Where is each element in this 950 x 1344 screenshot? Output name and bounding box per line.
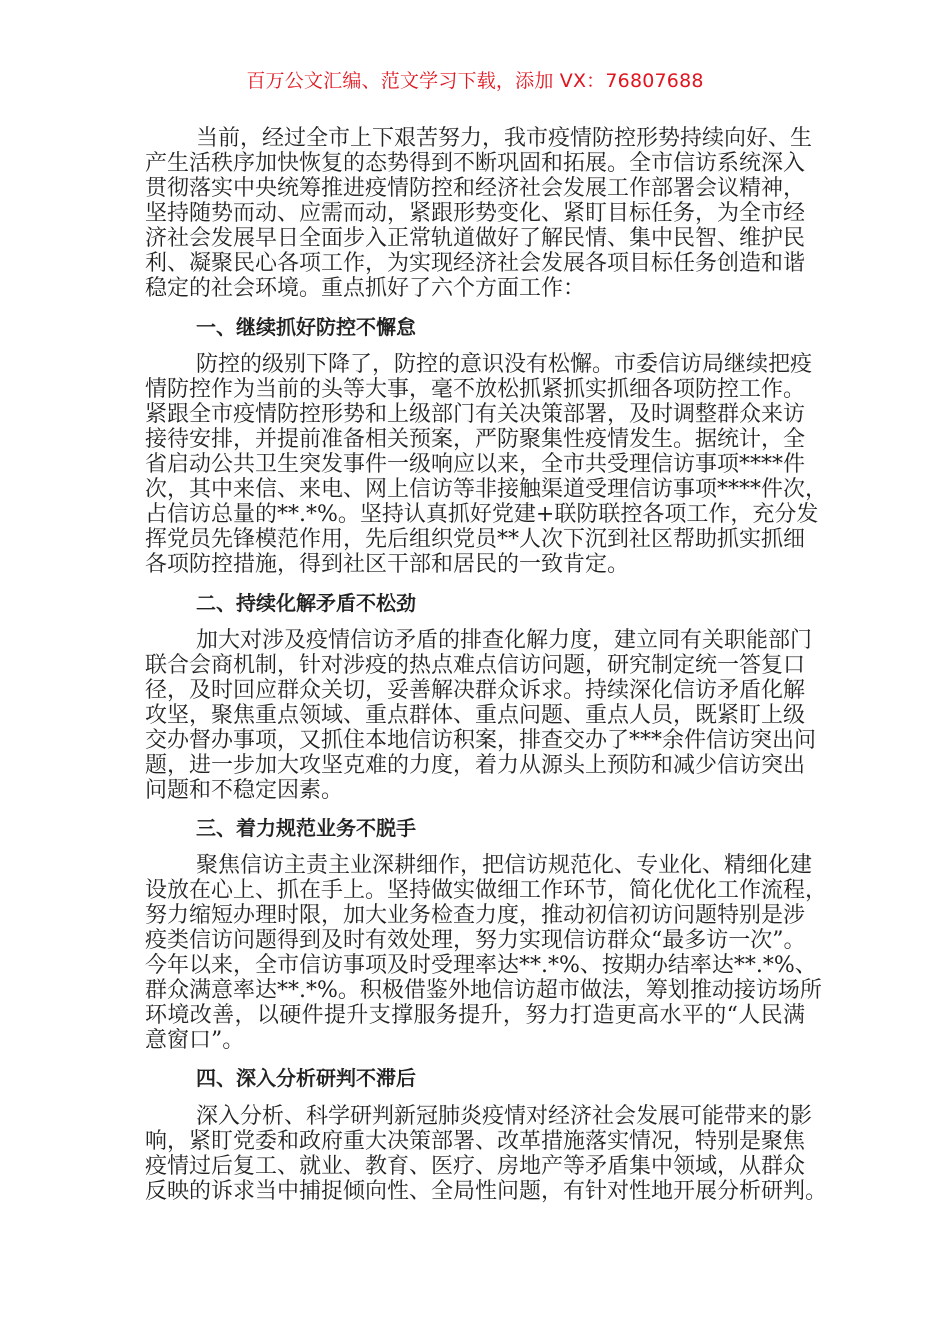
paragraph-line: 占信访总量的**.*%。坚持认真抓好党建+联防联控各项工作，充分发 (145, 502, 819, 527)
paragraph-line: 努力缩短办理时限，加大业务检查力度，推动初信初访问题特别是涉 (145, 903, 806, 928)
paragraph-line: 联合会商机制，针对涉疫的热点难点信访问题，研究制定统一答复口 (145, 653, 806, 678)
paragraph-line: 防控的级别下降了，防控的意识没有松懈。市委信访局继续把疫 (196, 352, 813, 377)
paragraph-line: 产生活秩序加快恢复的态势得到不断巩固和拓展。全市信访系统深入 (145, 151, 806, 176)
paragraph (145, 1104, 828, 1204)
paragraph-line: 反映的诉求当中捕捉倾向性、全局性问题，有针对性地开展分析研判。 (145, 1179, 828, 1204)
paragraph-line: 各项防控措施，得到社区干部和居民的一致肯定。 (145, 552, 630, 577)
paragraph-line: 紧跟全市疫情防控形势和上级部门有关决策部署，及时调整群众来访 (145, 402, 806, 427)
paragraph-line: 济社会发展早日全面步入正常轨道做好了解民情、集中民智、维护民 (145, 226, 806, 251)
paragraph-line: 设放在心上、抓在手上。坚持做实做细工作环节，简化优化工作流程， (145, 878, 828, 903)
paragraph-line: 贯彻落实中央统筹推进疫情防控和经济社会发展工作部署会议精神， (145, 176, 806, 201)
paragraph-line: 利、凝聚民心各项工作，为实现经济社会发展各项目标任务创造和谐 (145, 251, 806, 276)
paragraph-line: 坚持随势而动、应需而动，紧跟形势变化、紧盯目标任务，为全市经 (145, 201, 806, 226)
watermark-banner: 百万公文汇编、范文学习下载，添加 VX：76807688 (246, 70, 704, 92)
section-heading: 四、深入分析研判不滞后 (196, 1066, 416, 1090)
paragraph-line: 疫情过后复工、就业、教育、医疗、房地产等矛盾集中领域，从群众 (145, 1154, 806, 1179)
paragraph-line: 意窗口”。 (145, 1028, 245, 1053)
paragraph-line: 响，紧盯党委和政府重大决策部署、改革措施落实情况，特别是聚焦 (145, 1129, 806, 1154)
paragraph-line: 径，及时回应群众关切，妥善解决群众诉求。持续深化信访矛盾化解 (145, 678, 806, 703)
paragraph-line: 交办督办事项，又抓住本地信访积案，排查交办了***余件信访突出问 (145, 728, 817, 753)
paragraph-line: 当前，经过全市上下艰苦努力，我市疫情防控形势持续向好、生 (196, 126, 813, 151)
paragraph-line: 今年以来，全市信访事项及时受理率达**.*%、按期办结率达**.*%、 (145, 953, 817, 978)
paragraph-line: 环境改善，以硬件提升支撑服务提升，努力打造更高水平的“人民满 (145, 1003, 805, 1028)
paragraph-line: 稳定的社会环境。重点抓好了六个方面工作： (145, 276, 586, 301)
paragraph-line: 疫类信访问题得到及时有效处理，努力实现信访群众“最多访一次”。 (145, 928, 806, 953)
paragraph-line: 情防控作为当前的头等大事，毫不放松抓紧抓实抓细各项防控工作。 (145, 377, 806, 402)
paragraph-line: 群众满意率达**.*%。积极借鉴外地信访超市做法，筹划推动接访场所 (145, 978, 822, 1003)
section-heading: 二、持续化解矛盾不松劲 (196, 591, 416, 615)
paragraph-line: 攻坚，聚焦重点领域、重点群体、重点问题、重点人员，既紧盯上级 (145, 703, 806, 728)
paragraph (145, 352, 828, 577)
paragraph-line: 接待安排，并提前准备相关预案，严防聚集性疫情发生。据统计，全 (145, 427, 806, 452)
paragraph (145, 126, 813, 301)
paragraph-line: 加大对涉及疫情信访矛盾的排查化解力度，建立同有关职能部门 (196, 628, 813, 653)
paragraph-line: 挥党员先锋模范作用，先后组织党员**人次下沉到社区帮助抓实抓细 (145, 527, 806, 552)
paragraph (145, 853, 828, 1053)
paragraph-line: 题，进一步加大攻坚克难的力度，着力从源头上预防和减少信访突出 (145, 753, 806, 778)
paragraph (145, 628, 817, 803)
section-heading: 三、着力规范业务不脱手 (196, 816, 416, 840)
paragraph-line: 问题和不稳定因素。 (145, 778, 344, 803)
paragraph-line: 省启动公共卫生突发事件一级响应以来，全市共受理信访事项****件 (145, 452, 806, 477)
section-heading: 一、继续抓好防控不懈怠 (196, 315, 416, 339)
paragraph-line: 次，其中来信、来电、网上信访等非接触渠道受理信访事项****件次， (145, 477, 828, 502)
paragraph-line: 聚焦信访主责主业深耕细作，把信访规范化、专业化、精细化建 (196, 853, 813, 878)
paragraph-line: 深入分析、科学研判新冠肺炎疫情对经济社会发展可能带来的影 (196, 1104, 813, 1129)
